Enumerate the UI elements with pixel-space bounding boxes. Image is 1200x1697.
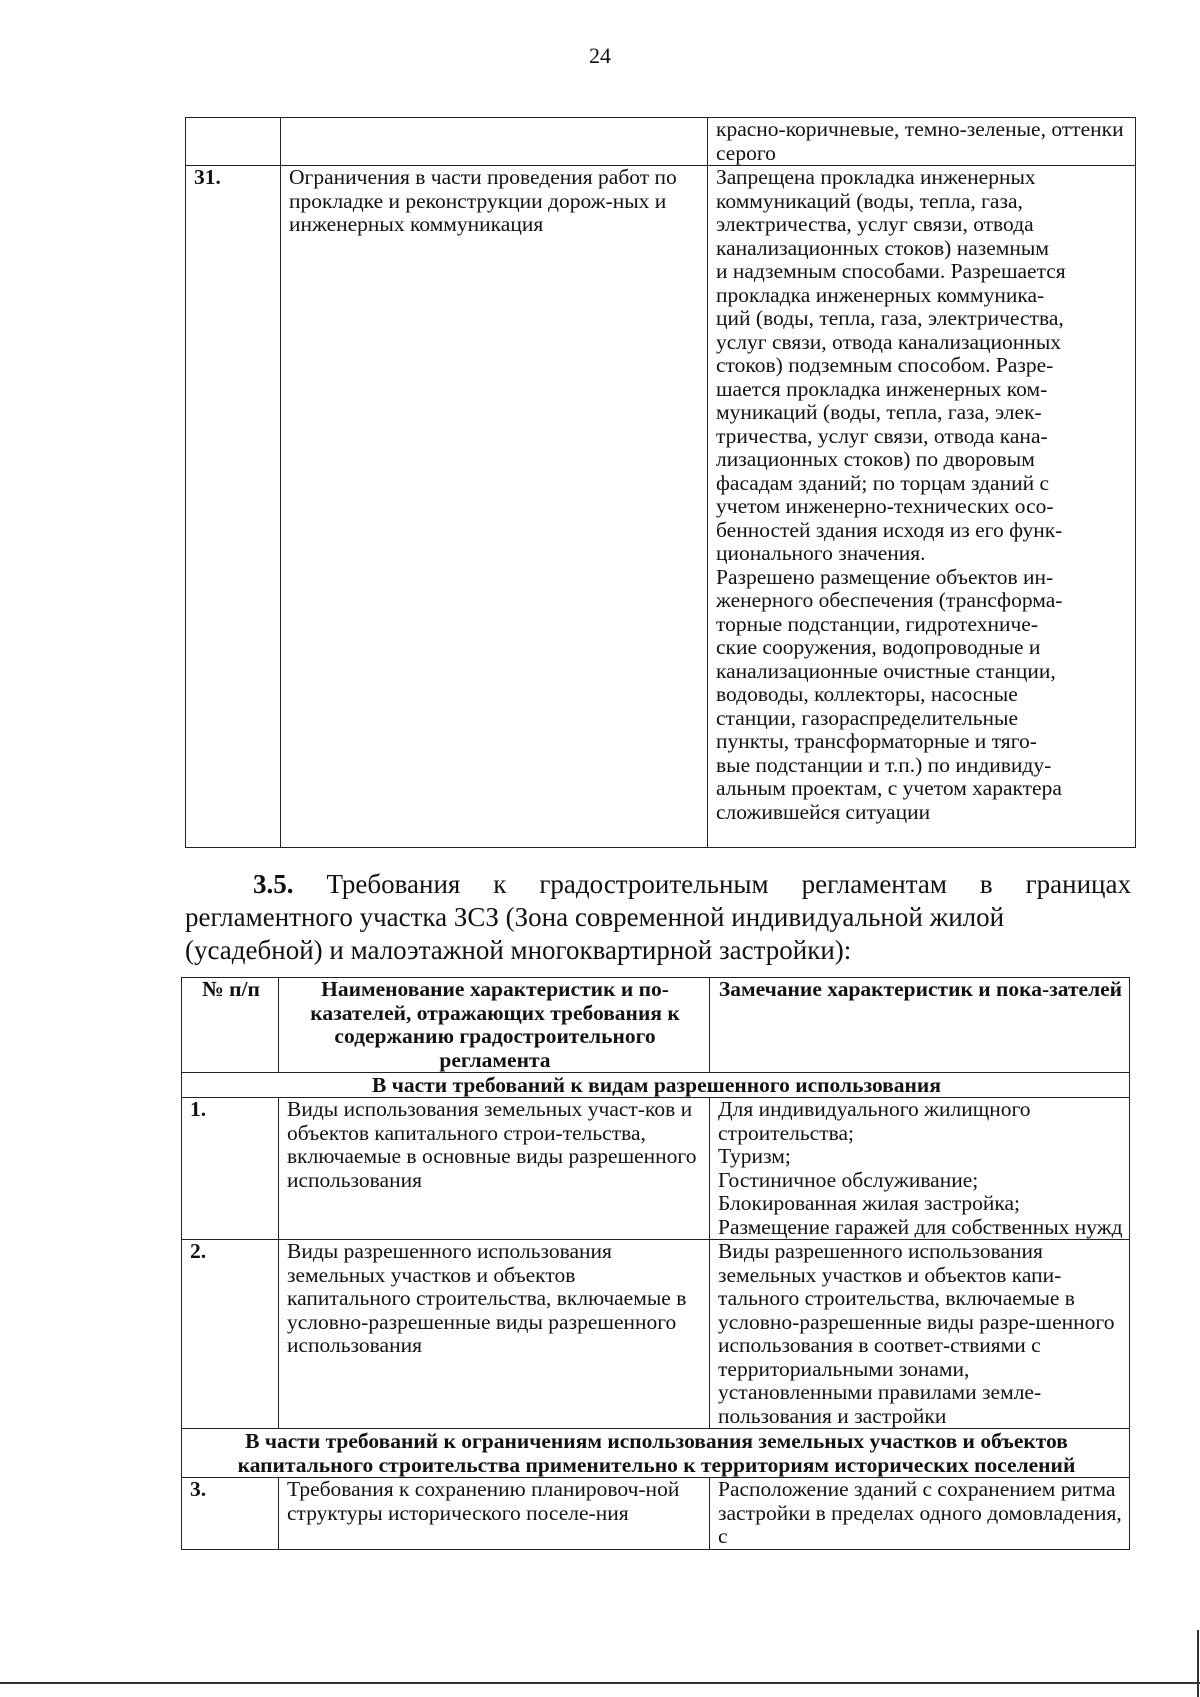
row-name — [281, 118, 708, 166]
value-line: Туризм; — [718, 1144, 791, 1168]
table-row — [182, 1478, 1130, 1550]
header-value: Замечание характеристик и пока-зателей — [710, 978, 1130, 1073]
value-line: канализационных стоков) наземным — [716, 235, 1049, 260]
value-line: фасадам зданий; по торцам зданий с — [716, 470, 1050, 495]
row-name: Ограничения в части проведения работ по прокладке и реконструкции дорож-ных и инженерных коммуникация — [281, 166, 708, 848]
row-value: красно-коричневые, темно-зеленые, оттенки серого — [708, 118, 1136, 166]
row-name: Виды использования земельных участ-ков и объектов капитального строи-тельства, включаемые в основные виды разрешенного использования — [279, 1098, 710, 1240]
value-line: шается прокладка инженерных ком- — [716, 376, 1048, 401]
header-number: № п/п — [182, 978, 279, 1073]
value-line: тричества, услуг связи, отвода кана- — [716, 423, 1048, 448]
value-line: муникаций (воды, тепла, газа, элек- — [716, 400, 1042, 424]
scan-edge-line — [0, 1682, 1200, 1684]
row-value — [710, 1098, 1130, 1240]
table-row — [182, 1098, 1130, 1240]
value-line: Размещение гаражей для собственных нужд — [718, 1214, 1123, 1239]
value-line: пункты, трансформаторные и тяго- — [716, 729, 1037, 753]
value-line: коммуникаций (воды, тепла, газа, — [716, 188, 1023, 213]
paragraph-last-line: (усадебной) и малоэтажной многоквартирной застройки): — [185, 935, 852, 965]
value-line: вые подстанции и т.п.) по индивиду- — [716, 752, 1052, 777]
row-name: Требования к сохранению планировоч-ной структуры исторического поселе-ния — [279, 1478, 710, 1550]
value-line: альным проектам, с учетом характера — [716, 776, 1062, 800]
row-value — [708, 166, 1136, 848]
header-name: Наименование характеристик и по-казателей, отражающих требования к содержанию градостроительного регламента — [279, 978, 710, 1073]
table-continued — [185, 117, 1136, 848]
value-line: ционального значения. — [716, 541, 926, 565]
value-line: Для индивидуального жилищного строительства; — [718, 1097, 1031, 1145]
row-number: 3. — [182, 1478, 279, 1550]
value-line: станции, газораспределительные — [716, 705, 1019, 730]
row-number: 1. — [182, 1098, 279, 1240]
value-line: бенностей здания исходя из его функ- — [716, 517, 1063, 542]
value-line: Блокированная жилая застройка; — [718, 1191, 1020, 1215]
paragraph-text: Требования к градостроительным регламентам в границах регламентного участка ЗСЗ (Зона современной индивидуальной жилой — [185, 869, 1131, 932]
value-line: канализационные очистные станции, — [716, 658, 1056, 683]
row-value: Виды разрешенного использования земельных участков и объектов капи-тального строительства, включаемые в условно-разрешенные виды разре-шенного использования в соответ-ствиями с территориальными зонами, установленными правилами земле-пользования и застройки — [710, 1240, 1130, 1429]
value-line: электричества, услуг связи, отвода — [716, 212, 1034, 236]
value-line: и надземным способами. Разрешается — [716, 259, 1066, 283]
row-number: 31. — [186, 166, 281, 848]
row-name: Виды разрешенного использования земельных участков и объектов капитального строительства, включаемые в условно-разрешенные виды разрешенного использования — [279, 1240, 710, 1429]
table-row — [186, 166, 1136, 848]
value-line: Запрещена прокладка инженерных — [716, 165, 1036, 189]
page-number: 24 — [589, 43, 611, 68]
section-heading: В части требований к видам разрешенного использования — [182, 1073, 1130, 1098]
section-number: 3.5. — [253, 869, 294, 899]
value-line: услуг связи, отвода канализационных — [716, 329, 1062, 354]
value-line: учетом инженерно-технических осо- — [716, 494, 1054, 518]
scan-edge-line — [1197, 1630, 1199, 1697]
section-paragraph — [185, 868, 1131, 967]
table-row — [182, 1240, 1130, 1429]
row-number — [186, 118, 281, 166]
value-line: прокладка инженерных коммуника- — [716, 282, 1045, 307]
row-number: 2. — [182, 1240, 279, 1429]
value-line: Разрешено размещение объектов ин- — [716, 564, 1054, 589]
table-row — [186, 118, 1136, 166]
value-line: водоводы, коллекторы, насосные — [716, 682, 1018, 706]
section-row — [182, 1429, 1130, 1478]
table-header-row — [182, 978, 1130, 1073]
value-line: ций (воды, тепла, газа, электричества, — [716, 306, 1064, 330]
value-line: ские сооружения, водопроводные и — [716, 635, 1041, 659]
value-line: женерного обеспечения (трансформа- — [716, 588, 1063, 612]
value-line: стоков) подземным способом. Разре- — [716, 353, 1054, 377]
value-line: лизационных стоков) по дворовым — [716, 447, 1035, 471]
row-value: Расположение зданий с сохранением ритма застройки в пределах одного домовладения, с — [710, 1478, 1130, 1550]
requirements-table — [181, 977, 1130, 1550]
value-line: торные подстанции, гидротехниче- — [716, 611, 1038, 636]
value-line: Гостиничное обслуживание; — [718, 1167, 979, 1192]
value-line: сложившейся ситуации — [716, 799, 931, 824]
section-row — [182, 1073, 1130, 1098]
section-heading: В части требований к ограничениям использования земельных участков и объектов капитального строительства применительно к территориям исторических поселений — [182, 1429, 1130, 1478]
